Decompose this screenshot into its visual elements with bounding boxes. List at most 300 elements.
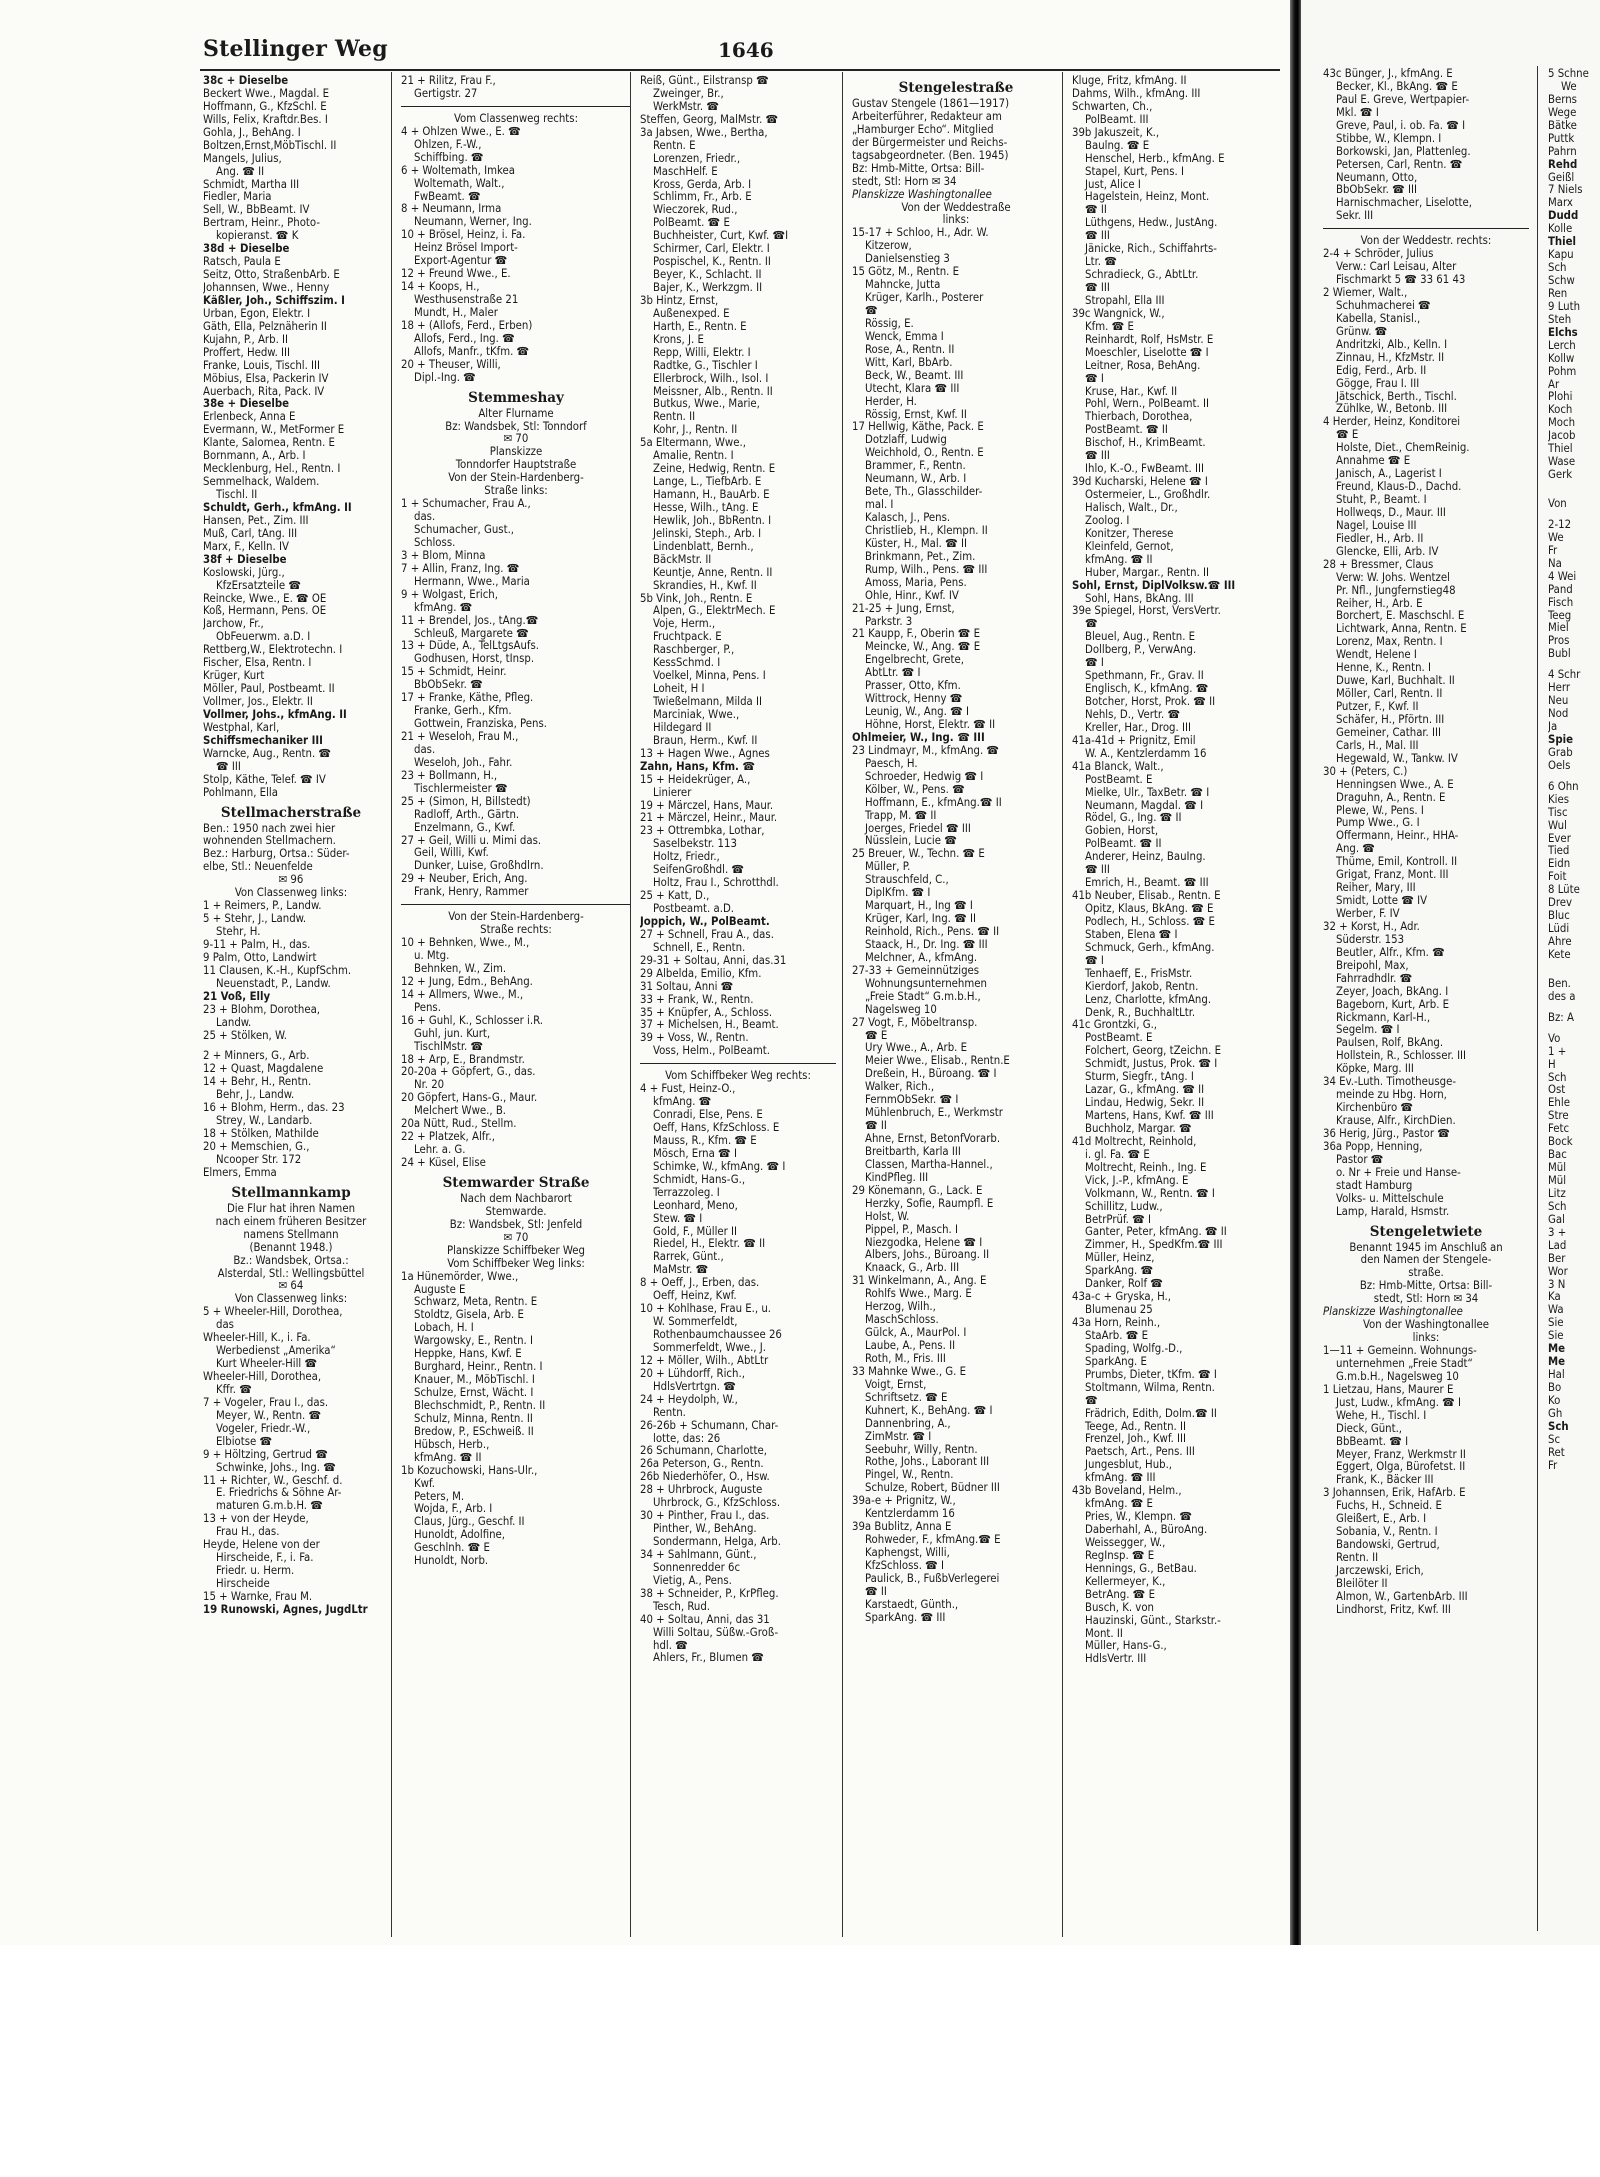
entry-line: Kitzerow,	[865, 240, 912, 253]
entry-line: Jätschick, Berth., Tischl.	[1336, 390, 1457, 403]
entry-line: elbe, Stl.: Neuenfelde	[203, 861, 313, 874]
entry-line: Botcher, Horst, Prok. ☎ II	[1085, 696, 1216, 708]
entry-line: Vom Classenweg rechts:	[453, 112, 579, 125]
entry-line: Johannsen, Wwe., Henny	[203, 282, 330, 294]
entry-line: 33 + Frank, W., Rentn.	[640, 993, 754, 1006]
entry-line: Marquart, H., Ing ☎ I	[865, 900, 973, 913]
entry-line: 37 + Michelsen, H., Beamt.	[640, 1019, 779, 1032]
entry-line: 7 + Allin, Franz, Ing. ☎	[401, 562, 520, 575]
entry-line: stedt, Stl: Horn ✉ 34	[852, 175, 957, 188]
entry-line: Paul E. Greve, Wertpapier-	[1336, 93, 1470, 106]
entry-line: Kurt Wheeler-Hill ☎	[216, 1358, 318, 1371]
entry-line: PolBeamt. III	[1085, 113, 1149, 126]
entry-line: Gäth, Ella, Pelznäherin II	[203, 320, 327, 333]
entry-line: Kierdorf, Jakob, Rentn.	[1085, 980, 1199, 993]
entry-line: Bez.: Harburg, Ortsa.: Süder-	[203, 848, 350, 861]
entry-line: Vollmer, Jos., Elektr. II	[203, 696, 313, 708]
entry-line: Rump, Wilh., Pens. ☎ III	[865, 563, 988, 576]
section-rule	[401, 904, 631, 911]
entry-line: 1 + Schumacher, Frau A.,	[401, 498, 531, 511]
entry-line: Saselbekstr. 113	[653, 838, 737, 851]
entry-line: Petersen, Carl, Rentn. ☎	[1336, 158, 1463, 171]
entry-line: Spading, Wolfg.-D.,	[1085, 1342, 1183, 1355]
entry-line: Reiher, H., Arb. E	[1336, 597, 1423, 610]
entry-line: Rohlfs Wwe., Marg. E	[865, 1288, 972, 1301]
entry-line: 6 Ohn	[1548, 780, 1579, 793]
entry-line: 41d Moltrecht, Reinhold,	[1072, 1135, 1197, 1148]
street-header: Stellinger Weg	[203, 36, 388, 62]
entry-line: Boltzen,Ernst,MöbTischl. II	[203, 139, 337, 152]
entry-line: Seebuhr, Willy, Rentn.	[865, 1443, 978, 1456]
entry-line: Planskizze Washingtonallee	[852, 188, 992, 201]
entry-line: Evermann, W., MetFormer E	[203, 424, 345, 437]
entry-line: Lüdi	[1548, 923, 1570, 936]
entry-line: Bo	[1548, 1382, 1562, 1394]
entry-line: 20a Nütt, Rud., Stellm.	[401, 1118, 517, 1131]
entry-line: 5b Vink, Joh., Rentn. E	[640, 592, 753, 605]
entry-line: Amoss, Maria, Pens.	[865, 576, 967, 589]
entry-line: Daberhahl, A., BüroAng.	[1085, 1524, 1208, 1536]
entry-line: Rödel, G., Ing. ☎ II	[1085, 812, 1182, 825]
entry-line: Wor	[1548, 1265, 1568, 1278]
entry-line: 33 Mahnke Wwe., G. E	[852, 1365, 967, 1378]
entry-line: 21 Voß, Elly	[203, 990, 271, 1003]
column-7-cut	[1548, 68, 1600, 1928]
spacer	[1548, 1025, 1600, 1033]
entry-line: der Bürgermeister und Reichs-	[852, 136, 1008, 149]
entry-line: Zahn, Hans, Kfm. ☎	[640, 760, 756, 773]
entry-line: stadt Hamburg	[1336, 1179, 1413, 1192]
entry-line: Vom Schiffbeker Weg links:	[447, 1257, 585, 1270]
entry-line: 14 + Behr, H., Rentn.	[203, 1076, 312, 1089]
entry-line: RegInsp. ☎ E	[1085, 1549, 1155, 1562]
entry-line: Rohweder, F., kfmAng.☎ E	[865, 1534, 1001, 1547]
entry-line: Weissegger, W.,	[1085, 1536, 1166, 1549]
entry-line: Ost	[1548, 1084, 1566, 1097]
entry-line: Hollweqs, D., Maur. III	[1336, 506, 1446, 519]
entry-line: Jacob	[1548, 430, 1576, 443]
entry-line: Kreller, Har., Drog. III	[1085, 721, 1191, 734]
entry-line: Jelinski, Steph., Arb. I	[653, 527, 762, 540]
entry-line: Schroeder, Hedwig ☎ I	[865, 770, 984, 783]
entry-line: Mundt, H., Maler	[414, 306, 498, 319]
entry-line: Fuchs, H., Schneid. E	[1336, 1500, 1442, 1513]
entry-line: Ostermeier, L., Großhdlr.	[1085, 489, 1211, 501]
entry-line: 3 + Blom, Minna	[401, 549, 486, 562]
entry-line: (Benannt 1948.)	[249, 1241, 333, 1254]
entry-line: Wills, Felix, Kraftdr.Bes. I	[203, 113, 328, 126]
entry-line: ☎ I	[1085, 657, 1104, 670]
column-1	[203, 75, 379, 1935]
entry-line: 43a Horn, Reinh.,	[1072, 1317, 1161, 1329]
entry-line: Wehe, H., Tischl. I	[1336, 1409, 1427, 1422]
entry-line: Drev	[1548, 897, 1573, 910]
entry-line: Vietig, A., Pens.	[653, 1574, 732, 1587]
entry-line: Marciniak, Wwe.,	[653, 708, 740, 721]
entry-line: Rentn. II	[1336, 1552, 1379, 1564]
entry-line: Müller, Hans-G.,	[1085, 1640, 1167, 1653]
entry-line: Gemeiner, Cathar. III	[1336, 726, 1441, 739]
entry-line: 31 Winkelmann, A., Ang. E	[852, 1275, 987, 1288]
column-6	[1323, 68, 1529, 1928]
entry-line: 32 + Korst, H., Adr.	[1323, 920, 1420, 933]
entry-line: Schillitz, Ludw.,	[1085, 1200, 1163, 1213]
entry-line: Pinther, W., BehAng.	[653, 1523, 757, 1536]
entry-line: Buchholz, Margar. ☎	[1085, 1122, 1192, 1135]
column-divider	[1537, 66, 1538, 1931]
entry-line: Knauer, M., MöbTischl. I	[414, 1374, 535, 1387]
entry-line: Bertram, Heinr., Photo-	[203, 217, 320, 230]
entry-line: Hermann, Wwe., Maria	[414, 575, 530, 588]
entry-line: Lichtwark, Anna, Rentn. E	[1336, 623, 1467, 636]
entry-line: Rentn.	[653, 1406, 686, 1419]
entry-line: Gal	[1548, 1213, 1565, 1226]
entry-line: Huber, Margar., Rentn. II	[1085, 566, 1210, 579]
entry-line: Ohlmeier, W., Ing. ☎ III	[852, 731, 985, 744]
entry-line: Ka	[1548, 1291, 1561, 1304]
entry-line: Bete, Th., Glasschilder-	[865, 486, 983, 499]
entry-line: 41c Grontzki, G.,	[1072, 1019, 1158, 1032]
entry-line: Me	[1548, 1343, 1566, 1356]
entry-line: das.	[414, 743, 436, 756]
entry-line: Holtz, Friedr.,	[653, 851, 720, 864]
entry-line: Dieck, Günt.,	[1336, 1422, 1403, 1435]
entry-line: Hamann, H., BauArb. E	[653, 489, 770, 501]
entry-line: BäckMstr. II	[653, 553, 712, 566]
entry-line: Kffr. ☎	[216, 1383, 252, 1396]
entry-line: Kujahn, P., Arb. II	[203, 333, 289, 346]
entry-line: PostBeamt. E	[1085, 1032, 1153, 1045]
entry-line: Mühlenbruch, E., Werkmstr	[865, 1107, 1003, 1120]
entry-line: Tied	[1548, 845, 1570, 858]
entry-line: Litz	[1548, 1187, 1566, 1200]
entry-line: Pohm	[1548, 365, 1577, 378]
column-4	[852, 75, 1060, 1935]
entry-line: Strey, W., Landarb.	[216, 1115, 313, 1128]
entry-line: Koslowski, Jürg.,	[203, 566, 285, 579]
entry-line: Arbeiterführer, Redakteur am	[852, 110, 1002, 123]
entry-line: Godhusen, Horst, tInsp.	[414, 653, 535, 666]
entry-line: Wenck, Emma I	[865, 330, 944, 343]
entry-line: Holst, W.	[865, 1210, 910, 1223]
entry-line: Behnken, W., Zim.	[414, 962, 507, 975]
entry-line: Bajer, K., Werkzgm. II	[653, 282, 763, 294]
entry-line: Kluge, Fritz, kfmAng. II	[1072, 75, 1187, 87]
entry-line: kfmAng. ☎ II	[414, 1451, 482, 1464]
entry-line: 12 + Quast, Magdalene	[203, 1063, 324, 1076]
entry-line: DiplKfm. ☎ I	[865, 887, 931, 900]
entry-line: Kfm. ☎ E	[1085, 320, 1134, 333]
entry-line: Warncke, Aug., Rentn. ☎	[203, 747, 332, 760]
entry-line: Mauss, R., Kfm. ☎ E	[653, 1134, 757, 1147]
entry-line: Schulze, Robert, Büdner III	[865, 1482, 1000, 1495]
entry-line: Engelbrecht, Grete,	[865, 654, 965, 667]
entry-line: Krons, J. E	[653, 333, 704, 346]
entry-line: Borchert, E. Maschschl. E	[1336, 610, 1465, 623]
entry-line: G.m.b.H., Nagelsweg 10	[1336, 1370, 1459, 1383]
entry-line: Foit	[1548, 871, 1567, 884]
entry-line: Anderer, Heinz, BauIng.	[1085, 851, 1206, 864]
entry-line: Möller, Carl, Rentn. II	[1336, 688, 1443, 701]
entry-line: 14 + Allmers, Wwe., M.,	[401, 988, 524, 1001]
entry-line: Herzog, Wilh.,	[865, 1301, 936, 1314]
entry-line: Fruchtpack. E	[653, 631, 722, 644]
entry-line: Fetc	[1548, 1123, 1570, 1136]
entry-line: HdlsVertr. III	[1085, 1653, 1147, 1666]
spacer	[1548, 773, 1600, 781]
entry-line: Zoolog. I	[1085, 514, 1130, 527]
entry-line: Rose, A., Rentn. II	[865, 343, 955, 356]
entry-line: Sc	[1548, 1433, 1561, 1446]
entry-line: kfmAng. ☎	[653, 1096, 712, 1109]
entry-line: Schwinke, Johs., Ing. ☎	[216, 1461, 336, 1474]
entry-line: PostBeamt. ☎ II	[1085, 424, 1168, 437]
entry-line: Harth, E., Rentn. E	[653, 320, 747, 333]
entry-line: Rentn. E	[653, 139, 696, 152]
column-divider	[1062, 72, 1063, 1937]
entry-line: Becker, Kl., BkAng. ☎ E	[1336, 80, 1458, 93]
entry-line: ☎ III	[216, 760, 241, 773]
entry-line: Na	[1548, 557, 1562, 570]
entry-line: Kalasch, J., Pens.	[865, 512, 951, 524]
entry-line: Bz.: Wandsbek, Ortsa.:	[233, 1254, 349, 1267]
entry-line: Straße links:	[484, 485, 548, 498]
entry-line: Urban, Egon, Elektr. I	[203, 307, 311, 320]
entry-line: WerkMstr. ☎	[653, 100, 720, 113]
section-heading: Stengelestraße	[898, 80, 1014, 96]
entry-line: Schuhmacherei ☎	[1336, 299, 1431, 312]
entry-line: Sch	[1548, 1071, 1567, 1084]
entry-line: Lorenzen, Friedr.,	[653, 152, 741, 165]
entry-line: Ben.: 1950 nach zwei hier	[203, 822, 336, 835]
entry-line: Geschlnh. ☎ E	[414, 1542, 490, 1555]
entry-line: Sonnenredder 6c	[653, 1561, 741, 1574]
entry-line: Peters, M.	[414, 1490, 465, 1503]
entry-line: kfmAng. ☎ E	[1085, 1498, 1153, 1511]
entry-line: Thiel	[1548, 443, 1573, 456]
entry-line: Fisch	[1548, 596, 1574, 609]
entry-line: Stemwarde.	[485, 1205, 547, 1218]
entry-line: Dannenbring, A.,	[865, 1417, 951, 1430]
entry-line: das.	[414, 511, 436, 524]
entry-line: 15-17 + Schloo, H., Adr. W.	[852, 227, 989, 240]
entry-line: Köpke, Marg. III	[1336, 1063, 1414, 1076]
entry-line: Gertigstr. 27	[414, 87, 478, 100]
entry-line: Marx, F., Kelln. IV	[203, 540, 289, 553]
entry-line: Radloff, Arth., Gärtn.	[414, 808, 520, 821]
entry-line: KindPfleg. III	[865, 1171, 929, 1184]
entry-line: Andritzki, Alb., Kelln. I	[1336, 338, 1448, 351]
entry-line: Nod	[1548, 708, 1569, 721]
entry-line: 15 + Heidekrüger, A.,	[640, 773, 751, 786]
entry-line: Lehr. a. G.	[414, 1144, 466, 1157]
entry-line: 18 + Stölken, Mathilde	[203, 1128, 319, 1141]
entry-line: Bubl	[1548, 648, 1571, 661]
entry-line: Auguste E	[414, 1283, 466, 1296]
entry-line: Alsterdal, Stl.: Wellingsbüttel	[217, 1267, 365, 1280]
section-rule	[1323, 228, 1529, 235]
entry-line: ObFeuerwm. a.D. I	[216, 631, 311, 644]
entry-line: kopieranst. ☎ K	[216, 230, 299, 243]
entry-line: straße.	[1408, 1267, 1444, 1280]
entry-line: Amalie, Rentn. I	[653, 450, 734, 463]
entry-line: 7 Niels	[1548, 184, 1583, 197]
entry-line: Knaack, G., Arb. III	[865, 1262, 960, 1275]
entry-line: Thiel	[1548, 236, 1577, 249]
entry-line: Wittrock, Henny ☎	[865, 693, 963, 706]
entry-line: ☎ III	[1085, 282, 1110, 294]
entry-line: Carls, H., Mal. III	[1336, 739, 1419, 752]
entry-line: Hunoldt, Adolfine,	[414, 1529, 506, 1542]
entry-line: ☎ E	[1336, 429, 1359, 442]
entry-line: Vo	[1548, 1032, 1561, 1045]
entry-line: Bock	[1548, 1136, 1573, 1149]
entry-line: 26-26b + Schumann, Char-	[640, 1419, 779, 1432]
entry-line: Die Flur hat ihren Namen	[226, 1202, 356, 1215]
entry-line: Prumbs, Dieter, tKfm. ☎ I	[1085, 1368, 1217, 1381]
entry-line: Ang. ☎ II	[216, 165, 265, 178]
entry-line: o. Nr + Freie und Hanse-	[1336, 1166, 1461, 1179]
entry-line: Danker, Rolf ☎	[1085, 1278, 1163, 1291]
entry-line: Moch	[1548, 417, 1576, 430]
column-5	[1072, 75, 1284, 1935]
entry-line: HdlsVertrtgn. ☎	[653, 1380, 736, 1393]
entry-line: 35 + Knüpfer, A., Schloss.	[640, 1006, 773, 1019]
entry-line: Albers, Johs., Büroang. II	[865, 1249, 990, 1262]
entry-line: Pohl, Wern., PolBeamt. II	[1085, 398, 1209, 411]
entry-line: 39 + Voss, W., Rentn.	[640, 1032, 749, 1045]
entry-line: Sondermann, Helga, Arb.	[653, 1536, 781, 1548]
entry-line: Wargowsky, E., Rentn. I	[414, 1335, 533, 1348]
entry-line: Kolle	[1548, 223, 1573, 236]
entry-line: Gh	[1548, 1407, 1563, 1420]
entry-line: Walker, Rich.,	[865, 1081, 935, 1094]
entry-line: unternehmen „Freie Stadt“	[1336, 1357, 1473, 1370]
entry-line: das	[216, 1319, 234, 1332]
entry-line: Ahlers, Fr., Blumen ☎	[653, 1652, 764, 1665]
section-heading: Stemmeshay	[468, 389, 564, 406]
entry-line: ☎	[865, 305, 878, 317]
entry-line: Fahrradhdlr. ☎	[1336, 972, 1413, 985]
entry-line: Hirscheide, F., i. Fa.	[216, 1552, 314, 1565]
entry-line: Ohle, Hinr., Kwf. IV	[865, 589, 959, 602]
entry-line: Bischof, H., KrimBeamt.	[1085, 437, 1206, 450]
entry-line: Gobien, Horst,	[1085, 825, 1159, 838]
entry-line: 5a Eltermann, Wwe.,	[640, 437, 746, 450]
entry-line: SparkAng. ☎ III	[865, 1611, 946, 1624]
entry-line: Ncooper Str. 172	[216, 1153, 302, 1166]
entry-line: We	[1561, 80, 1577, 93]
entry-line: Sohl, Ernst, DiplVolksw.☎ III	[1072, 579, 1236, 592]
entry-line: Freund, Klaus-D., Dachd.	[1336, 481, 1462, 494]
entry-line: Rössig, E.	[865, 317, 914, 330]
entry-line: Ahne, Ernst, BetonfVorarb.	[865, 1133, 1001, 1145]
entry-line: Sommerfeldt, Wwe., J.	[653, 1341, 766, 1354]
entry-line: 34 Ev.-Luth. Timotheusge-	[1323, 1076, 1456, 1089]
entry-line: Mkl. ☎ I	[1336, 106, 1379, 119]
entry-line: Elbiotse ☎	[216, 1435, 273, 1448]
entry-line: ☎ III	[1085, 230, 1110, 243]
entry-line: Meincke, W., Ang. ☎ E	[865, 641, 981, 654]
entry-line: Koch	[1548, 404, 1573, 417]
entry-line: Proffert, Hedw. III	[203, 346, 291, 359]
entry-line: Trapp, M. ☎ II	[865, 809, 937, 822]
entry-line: Eggert, Olga, Bürofetst. II	[1336, 1461, 1466, 1474]
entry-line: Weseloh, Joh., Fahr.	[414, 756, 513, 769]
entry-line: stedt, Stl: Horn ✉ 34	[1373, 1293, 1479, 1306]
entry-line: Sobania, V., Rentn. I	[1336, 1526, 1438, 1539]
entry-line: Conradi, Else, Pens. E	[653, 1109, 763, 1122]
entry-line: Blumenau 25	[1085, 1304, 1153, 1317]
entry-line: 29-31 + Soltau, Anni, das.31	[640, 954, 787, 967]
entry-line: Paulsen, Rolf, BkAng.	[1336, 1037, 1444, 1050]
entry-line: 1 +	[1548, 1045, 1567, 1058]
entry-line: Reincke, Wwe., E. ☎ OE	[203, 592, 327, 605]
entry-line: Fr	[1548, 544, 1558, 557]
entry-line: Kellermeyer, K.,	[1085, 1575, 1166, 1588]
entry-line: 3 N	[1548, 1278, 1566, 1291]
entry-line: Herder, H.	[865, 395, 917, 408]
entry-line: Dunker, Luise, Großhdlrn.	[414, 860, 544, 873]
entry-line: Reiß, Günt., Eilstransp ☎	[640, 75, 769, 87]
column-divider	[842, 72, 843, 1937]
entry-line: Stibbe, W., Klempn. I	[1336, 132, 1442, 145]
entry-line: Stoltmann, Wilma, Rentn.	[1085, 1381, 1215, 1394]
entry-line: 21-25 + Jung, Ernst,	[852, 602, 955, 615]
entry-line: lotte, das: 26	[653, 1432, 721, 1445]
entry-line: Wa	[1548, 1304, 1564, 1317]
entry-line: Gleißert, E., Arb. I	[1336, 1513, 1427, 1526]
entry-line: Möbius, Elsa, Packerin IV	[203, 372, 329, 385]
entry-line: Greve, Paul, i. ob. Fa. ☎ I	[1336, 119, 1466, 132]
entry-line: Parkstr. 3	[865, 615, 913, 628]
entry-line: Volkmann, W., Rentn. ☎ I	[1085, 1187, 1215, 1200]
entry-line: Leonhard, Meno,	[653, 1199, 738, 1212]
entry-line: Vom Schiffbeker Weg rechts:	[665, 1070, 811, 1083]
entry-line: Elmers, Emma	[203, 1166, 277, 1179]
entry-line: 21 + Weseloh, Frau M.,	[401, 731, 519, 743]
entry-line: Rössig, Ernst, Kwf. II	[865, 408, 967, 421]
entry-line: Bredow, P., ESchweiß. II	[414, 1425, 534, 1438]
entry-line: Zeyer, Joach, BkAng. I	[1336, 985, 1449, 998]
entry-line: 4 Schr	[1548, 669, 1581, 682]
entry-line: Voelkel, Minna, Pens. I	[653, 670, 766, 683]
entry-line: Heyde, Helene von der	[203, 1539, 320, 1552]
entry-line: 22 + Platzek, Alfr.,	[401, 1131, 495, 1144]
entry-line: Skrandies, H., Kwf. II	[653, 579, 757, 592]
entry-line: Mahncke, Jutta	[865, 279, 941, 292]
entry-line: Hegewald, W., Tankw. IV	[1336, 752, 1458, 765]
entry-line: 39a-e + Prignitz, W.,	[852, 1495, 956, 1508]
entry-line: Thierbach, Dorothea,	[1085, 411, 1193, 424]
entry-line: 39a Bublitz, Anna E	[852, 1521, 952, 1534]
entry-line: MaschHelf. E	[653, 165, 718, 178]
entry-line: MaMstr. ☎	[653, 1264, 709, 1277]
entry-line: Linierer	[653, 786, 692, 799]
entry-line: Teeg	[1548, 609, 1572, 622]
entry-line: Fischmarkt 5 ☎ 33 61 43	[1336, 274, 1466, 287]
entry-line: Schmidt, Martha III	[203, 178, 300, 191]
entry-line: 38d + Dieselbe	[203, 243, 290, 256]
entry-line: Laube, A., Pens. II	[865, 1340, 956, 1352]
entry-line: Sie	[1548, 1317, 1564, 1330]
entry-line: Schleuß, Margarete ☎	[414, 627, 529, 640]
entry-line: E. Friedrichs & Söhne Ar-	[216, 1487, 342, 1500]
entry-line: Bornmann, A., Arb. I	[203, 450, 306, 463]
spacer	[1548, 962, 1600, 970]
entry-line: H	[1548, 1058, 1556, 1071]
entry-line: Stolp, Käthe, Telef. ☎ IV	[203, 773, 326, 786]
